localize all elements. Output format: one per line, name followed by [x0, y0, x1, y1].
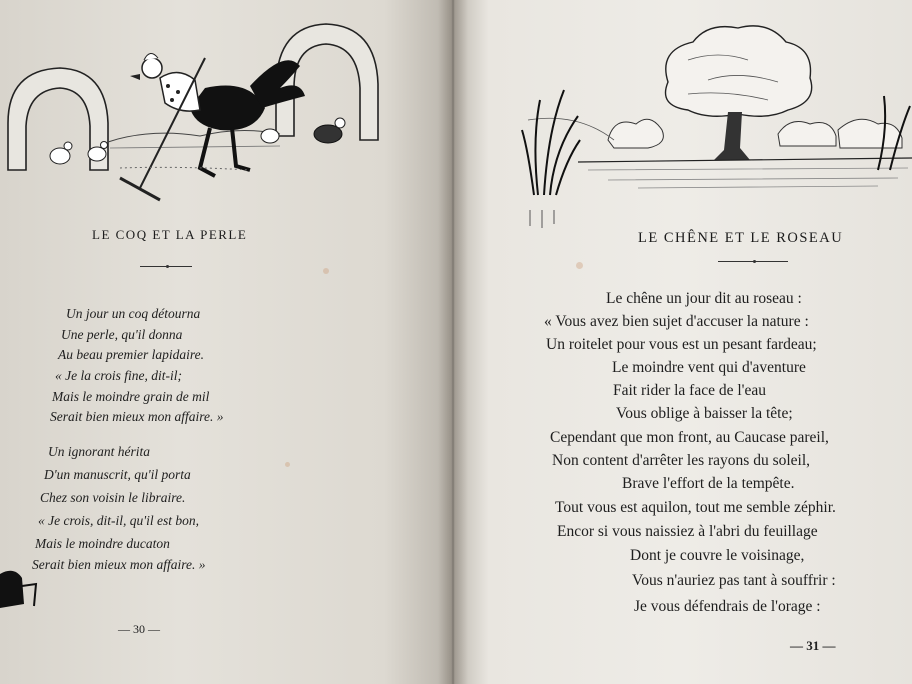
- verse-line: Non content d'arrêter les rayons du soleil,: [552, 452, 811, 469]
- verse-line: Serait bien mieux mon affaire. »: [32, 557, 206, 572]
- verse-line: Je vous défendrais de l'orage :: [634, 598, 821, 615]
- verse-line: Un ignorant hérita: [48, 444, 151, 459]
- verse-line: Chez son voisin le libraire.: [40, 490, 186, 505]
- verse-line: Cependant que mon front, au Caucase pareil,: [550, 429, 829, 446]
- left-page: [0, 0, 452, 684]
- verse-line: Mais le moindre grain de mil: [52, 389, 210, 404]
- oak-and-reed-illustration: [518, 20, 912, 230]
- verse-line: « Je crois, dit-il, qu'il est bon,: [38, 513, 199, 528]
- verse-line: Le chêne un jour dit au roseau :: [606, 290, 802, 307]
- verse-line: Encor si vous naissiez à l'abri du feuillage: [557, 523, 818, 540]
- left-poem-title: LE COQ ET LA PERLE: [92, 227, 248, 242]
- left-title-rule: [140, 266, 192, 267]
- verse-line: Au beau premier lapidaire.: [58, 347, 204, 362]
- small-ink-figure: [0, 566, 40, 616]
- verse-line: Un jour un coq détourna: [66, 306, 201, 321]
- paper-stain: [323, 268, 329, 274]
- rooster-illustration: [0, 18, 400, 203]
- verse-line: Fait rider la face de l'eau: [613, 382, 766, 399]
- verse-line: Vous oblige à baisser la tête;: [616, 405, 793, 422]
- verse-line: « Je la crois fine, dit-il;: [55, 368, 182, 383]
- verse-line: Serait bien mieux mon affaire. »: [50, 409, 224, 424]
- verse-line: « Vous avez bien sujet d'accuser la nature :: [544, 313, 809, 330]
- verse-line: Vous n'auriez pas tant à souffrir :: [632, 572, 836, 589]
- right-poem-title: LE CHÊNE ET LE ROSEAU: [638, 230, 844, 246]
- right-title-rule: [718, 261, 788, 262]
- verse-line: Dont je couvre le voisinage,: [630, 547, 805, 564]
- verse-line: Un roitelet pour vous est un pesant fardeau;: [546, 336, 817, 353]
- left-page-number: — 30 —: [118, 622, 160, 636]
- verse-line: Brave l'effort de la tempête.: [622, 475, 795, 492]
- verse-line: Une perle, qu'il donna: [61, 327, 183, 342]
- right-page-number: — 31 —: [790, 638, 836, 653]
- paper-stain: [576, 262, 583, 269]
- verse-line: Tout vous est aquilon, tout me semble zéphir.: [555, 499, 836, 516]
- verse-line: Le moindre vent qui d'aventure: [612, 359, 806, 376]
- paper-stain: [285, 462, 290, 467]
- verse-line: D'un manuscrit, qu'il porta: [44, 467, 191, 482]
- book-gutter: [438, 0, 468, 684]
- verse-line: Mais le moindre ducaton: [35, 536, 170, 551]
- right-page: [452, 0, 912, 684]
